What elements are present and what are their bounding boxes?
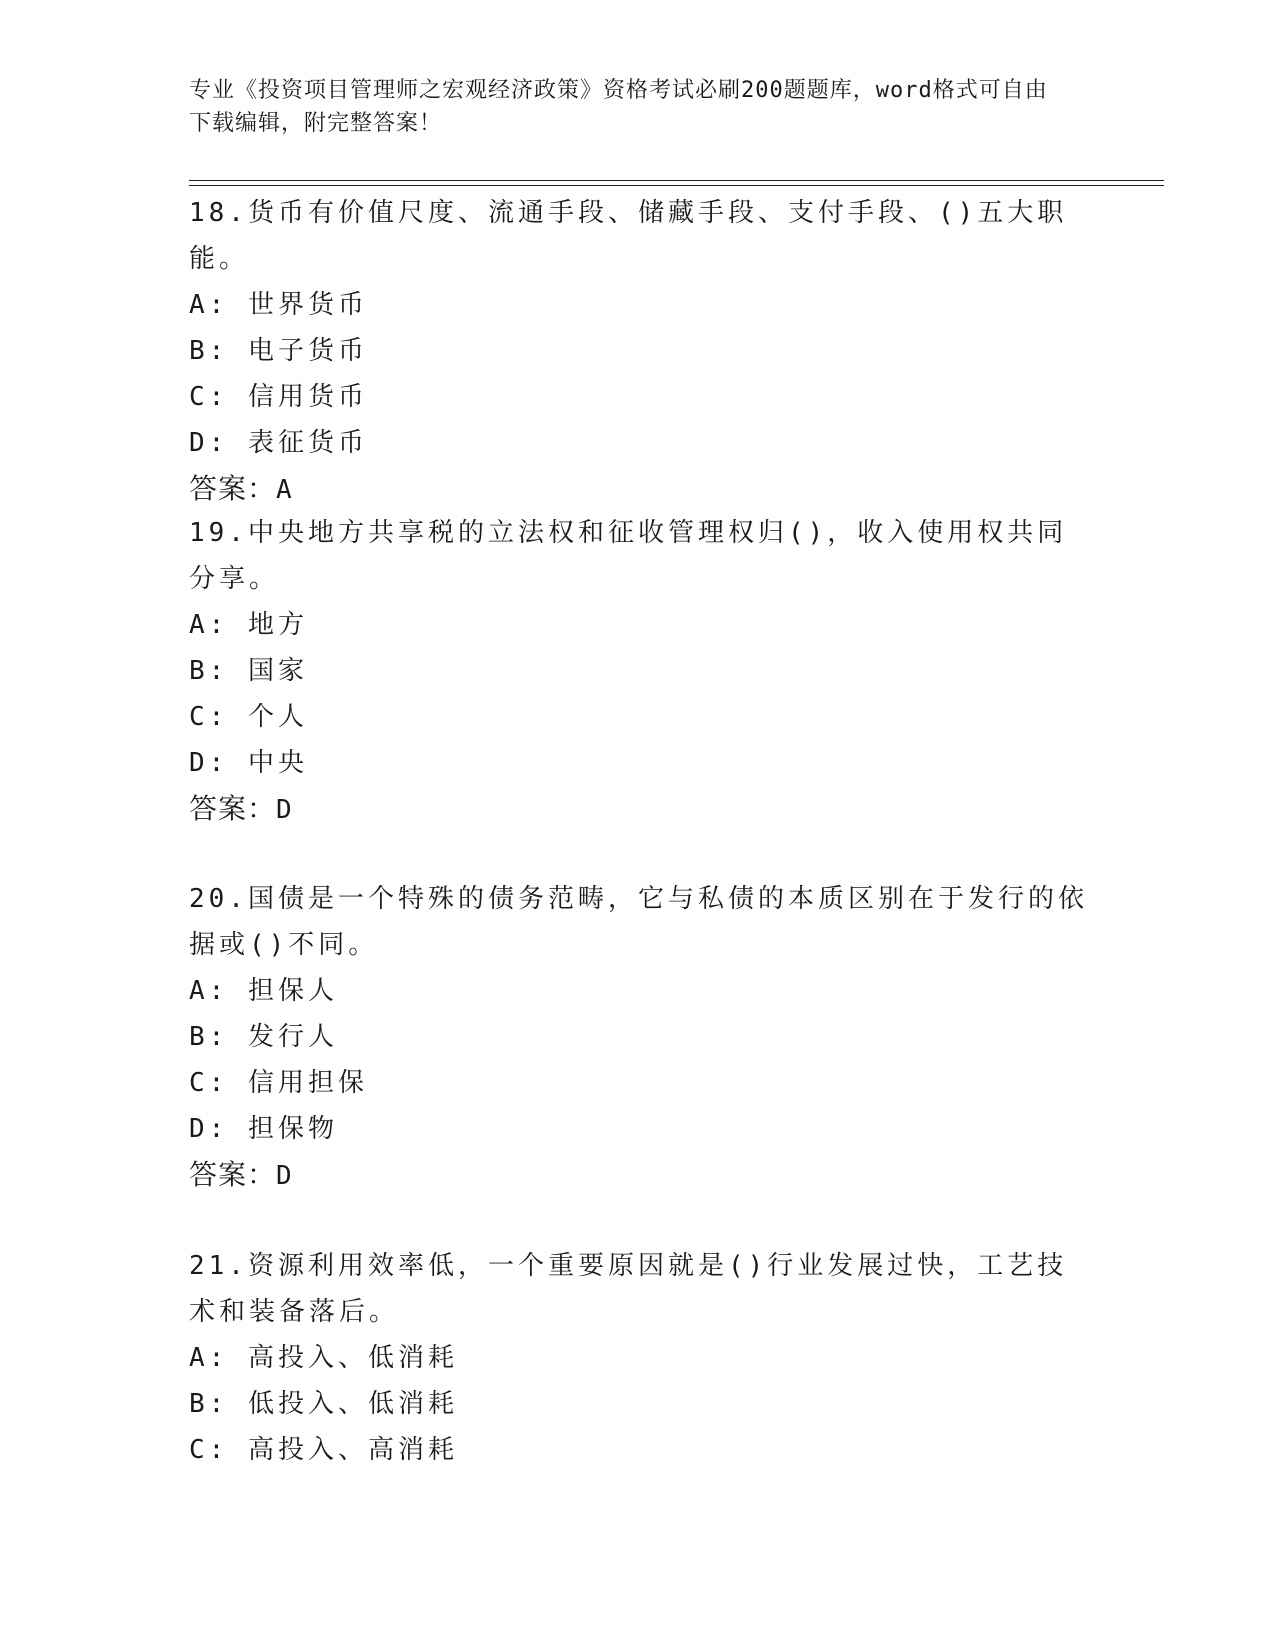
option-d: D: 担保物	[189, 1114, 338, 1144]
question-20	[189, 876, 1089, 1199]
question-text: 18.货币有价值尺度、流通手段、储藏手段、支付手段、()五大职能。	[189, 198, 1068, 274]
question-text: 21.资源利用效率低，一个重要原因就是()行业发展过快，工艺技术和装备落后。	[189, 1251, 1068, 1327]
answer-line	[189, 1152, 1089, 1199]
header-divider-bottom	[189, 185, 1164, 186]
option-b: B: 国家	[189, 656, 308, 686]
option-c: C: 高投入、高消耗	[189, 1435, 458, 1465]
question-21	[189, 1243, 1089, 1473]
question-19	[189, 510, 1089, 833]
answer-label: 答案：	[189, 1158, 277, 1191]
option-c: C: 信用货币	[189, 382, 368, 412]
answer-value: D	[276, 1161, 293, 1191]
option-b: B: 发行人	[189, 1022, 338, 1052]
question-text: 19.中央地方共享税的立法权和征收管理权归()，收入使用权共同分享。	[189, 518, 1068, 594]
option-a: A: 担保人	[189, 976, 338, 1006]
question-text: 20.国债是一个特殊的债务范畴，它与私债的本质区别在于发行的依据或()不同。	[189, 884, 1088, 960]
answer-value: D	[276, 795, 293, 825]
answer-label: 答案：	[189, 792, 277, 825]
answer-line	[189, 786, 1089, 833]
document-header: 专业《投资项目管理师之宏观经济政策》资格考试必刷200题题库，word格式可自由下载编辑，附完整答案！	[189, 78, 1048, 136]
option-a: A: 世界货币	[189, 290, 368, 320]
option-d: D: 表征货币	[189, 428, 368, 458]
option-c: C: 信用担保	[189, 1068, 368, 1098]
option-a: A: 高投入、低消耗	[189, 1343, 458, 1373]
option-b: B: 低投入、低消耗	[189, 1389, 458, 1419]
option-b: B: 电子货币	[189, 336, 368, 366]
header-divider-top	[189, 180, 1164, 181]
option-d: D: 中央	[189, 748, 308, 778]
answer-line	[189, 466, 1089, 513]
question-18	[189, 190, 1089, 513]
answer-label: 答案：	[189, 472, 277, 505]
answer-value: A	[276, 475, 293, 505]
option-c: C: 个人	[189, 702, 308, 732]
option-a: A: 地方	[189, 610, 308, 640]
